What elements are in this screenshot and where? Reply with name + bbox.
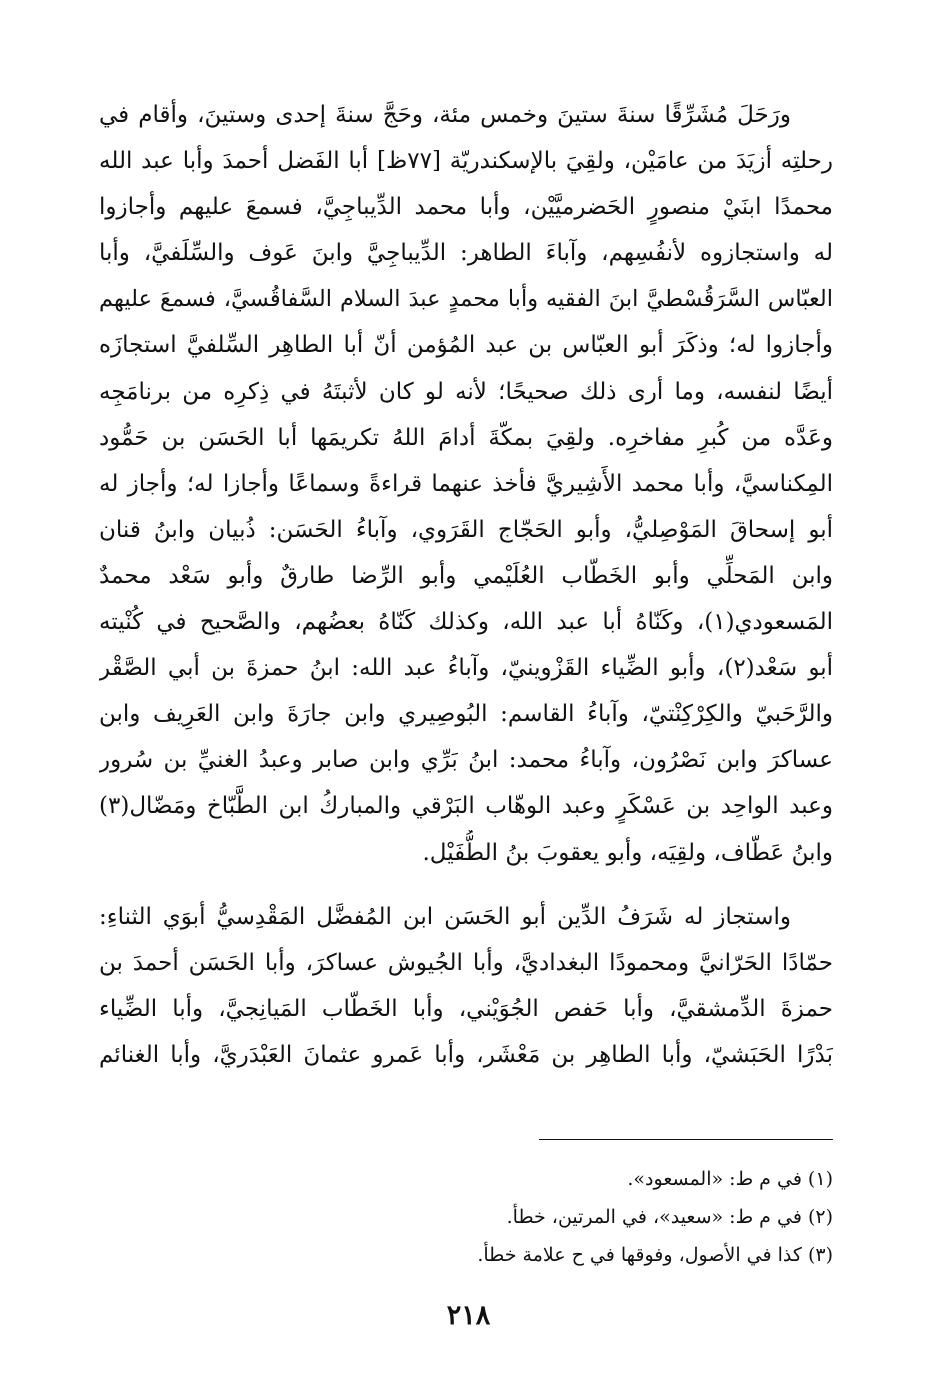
footnote-separator: [539, 1139, 833, 1140]
footnote: (٢) في م ط: «سعيد»، في المرتين، خطأ.: [506, 1206, 833, 1228]
text-line: وأجازوا له؛ وذكَرَ أبو العبّاس بن عبد المُؤمن أنّ أبا الطاهِر السِّلفيَّ استجازَه: [99, 332, 833, 359]
text-line: واستجاز له شَرَفُ الدِّين أبو الحَسَن ابن المُفضَّل المَقْدِسيُّ أبوَي الثناءِ:: [99, 903, 791, 930]
paragraph-gap: [99, 876, 833, 894]
text-line: أبو سَعْد(٢)، وأبو الضِّياء القَزْوينيّ، وآباءُ عبد الله: ابنُ حمزةَ بن أبي الصَّقْر: [99, 655, 833, 682]
text-line: وعبد الواحِد بن عَسْكَرٍ وعبد الوهّاب البَرْقي والمباركُ ابن الطَّبّاخ ومَضّال(٣): [99, 793, 833, 820]
page-number: ٢١٨: [446, 1300, 491, 1331]
footnote: (٣) كذا في الأصول، وفوقها في ح علامة خطأ.: [477, 1244, 833, 1266]
text-line: حمزةَ الدِّمشقيَّ، وأبا حَفص الجُوَيْني، وأبا الخَطّاب المَيانِجيَّ، وأبا الضِّياء: [99, 995, 833, 1022]
text-line: أبو إسحاقَ المَوْصِليُّ، وأبو الحَجّاج القَرَوي، وآباءُ الحَسَن: ذُبيان وابنُ قنان: [99, 516, 833, 543]
text-line: المَسعودي(١)، وكَنّاهُ أبا عبد الله، وكذلك كَنّاهُ بعضُهم، والصَّحيح في كُنْيته: [99, 609, 833, 636]
text-line: ورَحَلَ مُشَرِّقًا سنةَ ستينَ وخمس مئة، وحَجَّ سنةَ إحدى وستينَ، وأقام في: [99, 102, 791, 128]
footnotes: [99, 1160, 833, 1274]
text-line: حمّادًا الحَرّانيَّ ومحمودًا البغداديَّ، وأبا الجُيوش عساكرَ، وأبا الحَسَن أحمدَ بن: [99, 949, 833, 976]
text-line: له واستجازوه لأنفُسِهم، وآباءَ الطاهر: الدِّيباجِيَّ وابنَ عَوف والسِّلَفيَّ، وأبا: [99, 240, 833, 267]
text-line: رحلتِه أزيَدَ من عامَيْن، ولقِيَ بالإسكندريّة [٧٧ظ] أبا الفَضل أحمدَ وأبا عبد الله: [99, 148, 833, 175]
main-text: [99, 92, 833, 1078]
text-line: وابن المَحلِّي وأبو الخَطّاب العُلَيْمي وأبو الرِّضا طارقٌ وأبو سَعْد محمدٌ: [99, 562, 833, 589]
text-line: محمدًا ابنَيْ منصورٍ الحَضرميَّيْن، وأبا محمد الدِّيباجِيَّ، فسمعَ عليهم وأجازوا: [99, 194, 833, 221]
text-line: عساكرَ وابن نَصْرُون، وآباءُ محمد: ابنُ بَرِّي وابن صابر وعبدُ الغنيِّ بن سُرور: [99, 747, 833, 774]
text-line: وابنُ عَطّاف، ولقِيَه، وأبو يعقوبَ بنُ الطُّفَيْل.: [422, 839, 833, 866]
footnote: (١) في م ط: «المسعود».: [627, 1168, 833, 1190]
text-line: العبّاس السَّرَقُسْطيَّ ابنَ الفقيه وأبا محمدٍ عبدَ السلام السَّفاقُسيَّ، فسمعَ عليهم: [99, 286, 833, 313]
text-line: المِكناسيَّ، وأبا محمد الأَشِيريَّ فأخذ عنهما قراءةً وسماعًا وأجازا له؛ وأجاز له: [99, 470, 833, 497]
text-line: والرَّحَبيّ والكِرْكِنْتيّ، وآباءُ القاسم: البُوصِيري وابن جارَةَ وابن العَرِيف وابن: [99, 701, 833, 728]
text-line: أيضًا لنفسه، وما أرى ذلك صحيحًا؛ لأنه لو كان لأثبتَهُ في ذِكرِه من برنامَجِه: [99, 378, 833, 405]
text-line: بَدْرًا الحَبَشيّ، وأبا الطاهِر بن مَعْشَر، وأبا عَمرو عثمانَ العَبْدَريَّ، وأبا الغنائم: [99, 1041, 833, 1068]
text-line: وعَدَّه من كُبرِ مفاخرِه. ولقِيَ بمكّةَ أدامَ اللهُ تكريمَها أبا الحَسَن بن حَمُّود: [99, 424, 833, 451]
